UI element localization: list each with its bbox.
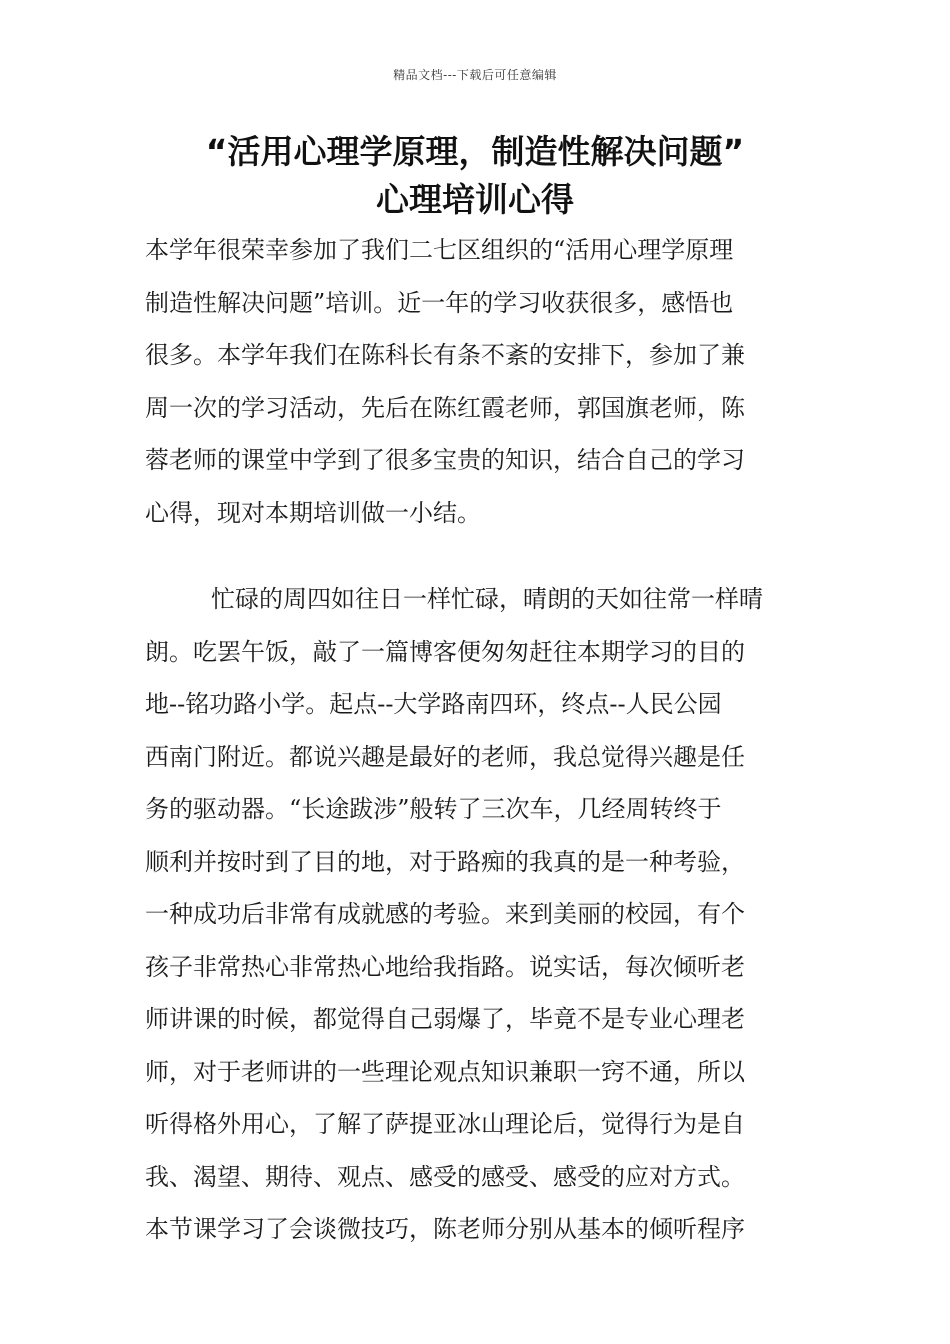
text-line: 西南门附近。都说兴趣是最好的老师，我总觉得兴趣是任 <box>145 742 745 771</box>
text-line: 朗。吃罢午饭，敲了一篇博客便匆匆赶往本期学习的目的 <box>145 637 745 666</box>
text-line: 听得格外用心，了解了萨提亚冰山理论后，觉得行为是自 <box>145 1110 745 1138</box>
header-note: 精品文档---下载后可任意编辑 <box>393 68 557 82</box>
text-line: 孩子非常热心非常热心地给我指路。说实话，每次倾听老 <box>145 952 745 981</box>
paragraph-intro <box>145 224 810 539</box>
text-line: 忙碌的周四如往日一样忙碌，晴朗的天如往常一样晴 <box>211 585 763 613</box>
text-line: 我、渴望、期待、观点、感受的感受、感受的应对方式。 <box>145 1162 745 1191</box>
text-line: 师讲课的时候，都觉得自己弱爆了，毕竟不是专业心理老 <box>145 1005 745 1033</box>
text-line: 本学年很荣幸参加了我们二七区组织的“活用心理学原理 <box>145 236 734 264</box>
title-line: 心理培训心得 <box>376 180 574 219</box>
text-line: 师，对于老师讲的一些理论观点知识兼职一窍不通，所以 <box>145 1057 745 1086</box>
paragraph-body <box>145 573 810 1256</box>
text-line: 顺利并按时到了目的地，对于路痴的我真的是一种考验， <box>145 847 745 876</box>
text-line: 周一次的学习活动，先后在陈红霞老师，郭国旗老师，陈 <box>145 393 745 422</box>
text-line: 一种成功后非常有成就感的考验。来到美丽的校园，有个 <box>145 900 745 928</box>
text-line: 蓉老师的课堂中学到了很多宝贵的知识，结合自己的学习 <box>145 446 745 474</box>
text-line: 务的驱动器。“长途跋涉”般转了三次车，几经周转终于 <box>145 795 722 823</box>
text-line: 本节课学习了会谈微技巧，陈老师分别从基本的倾听程序 <box>145 1215 745 1243</box>
text-line: 心得，现对本期培训做一小结。 <box>145 498 481 527</box>
document-title <box>100 128 850 224</box>
text-line: 地--铭功路小学。起点--大学路南四环，终点--人民公园 <box>145 690 722 718</box>
text-line: 制造性解决问题”培训。近一年的学习收获很多，感悟也 <box>145 288 734 317</box>
text-line: 很多。本学年我们在陈科长有条不紊的安排下，参加了兼 <box>145 341 745 369</box>
title-line: “活用心理学原理，制造性解决问题” <box>205 132 745 171</box>
